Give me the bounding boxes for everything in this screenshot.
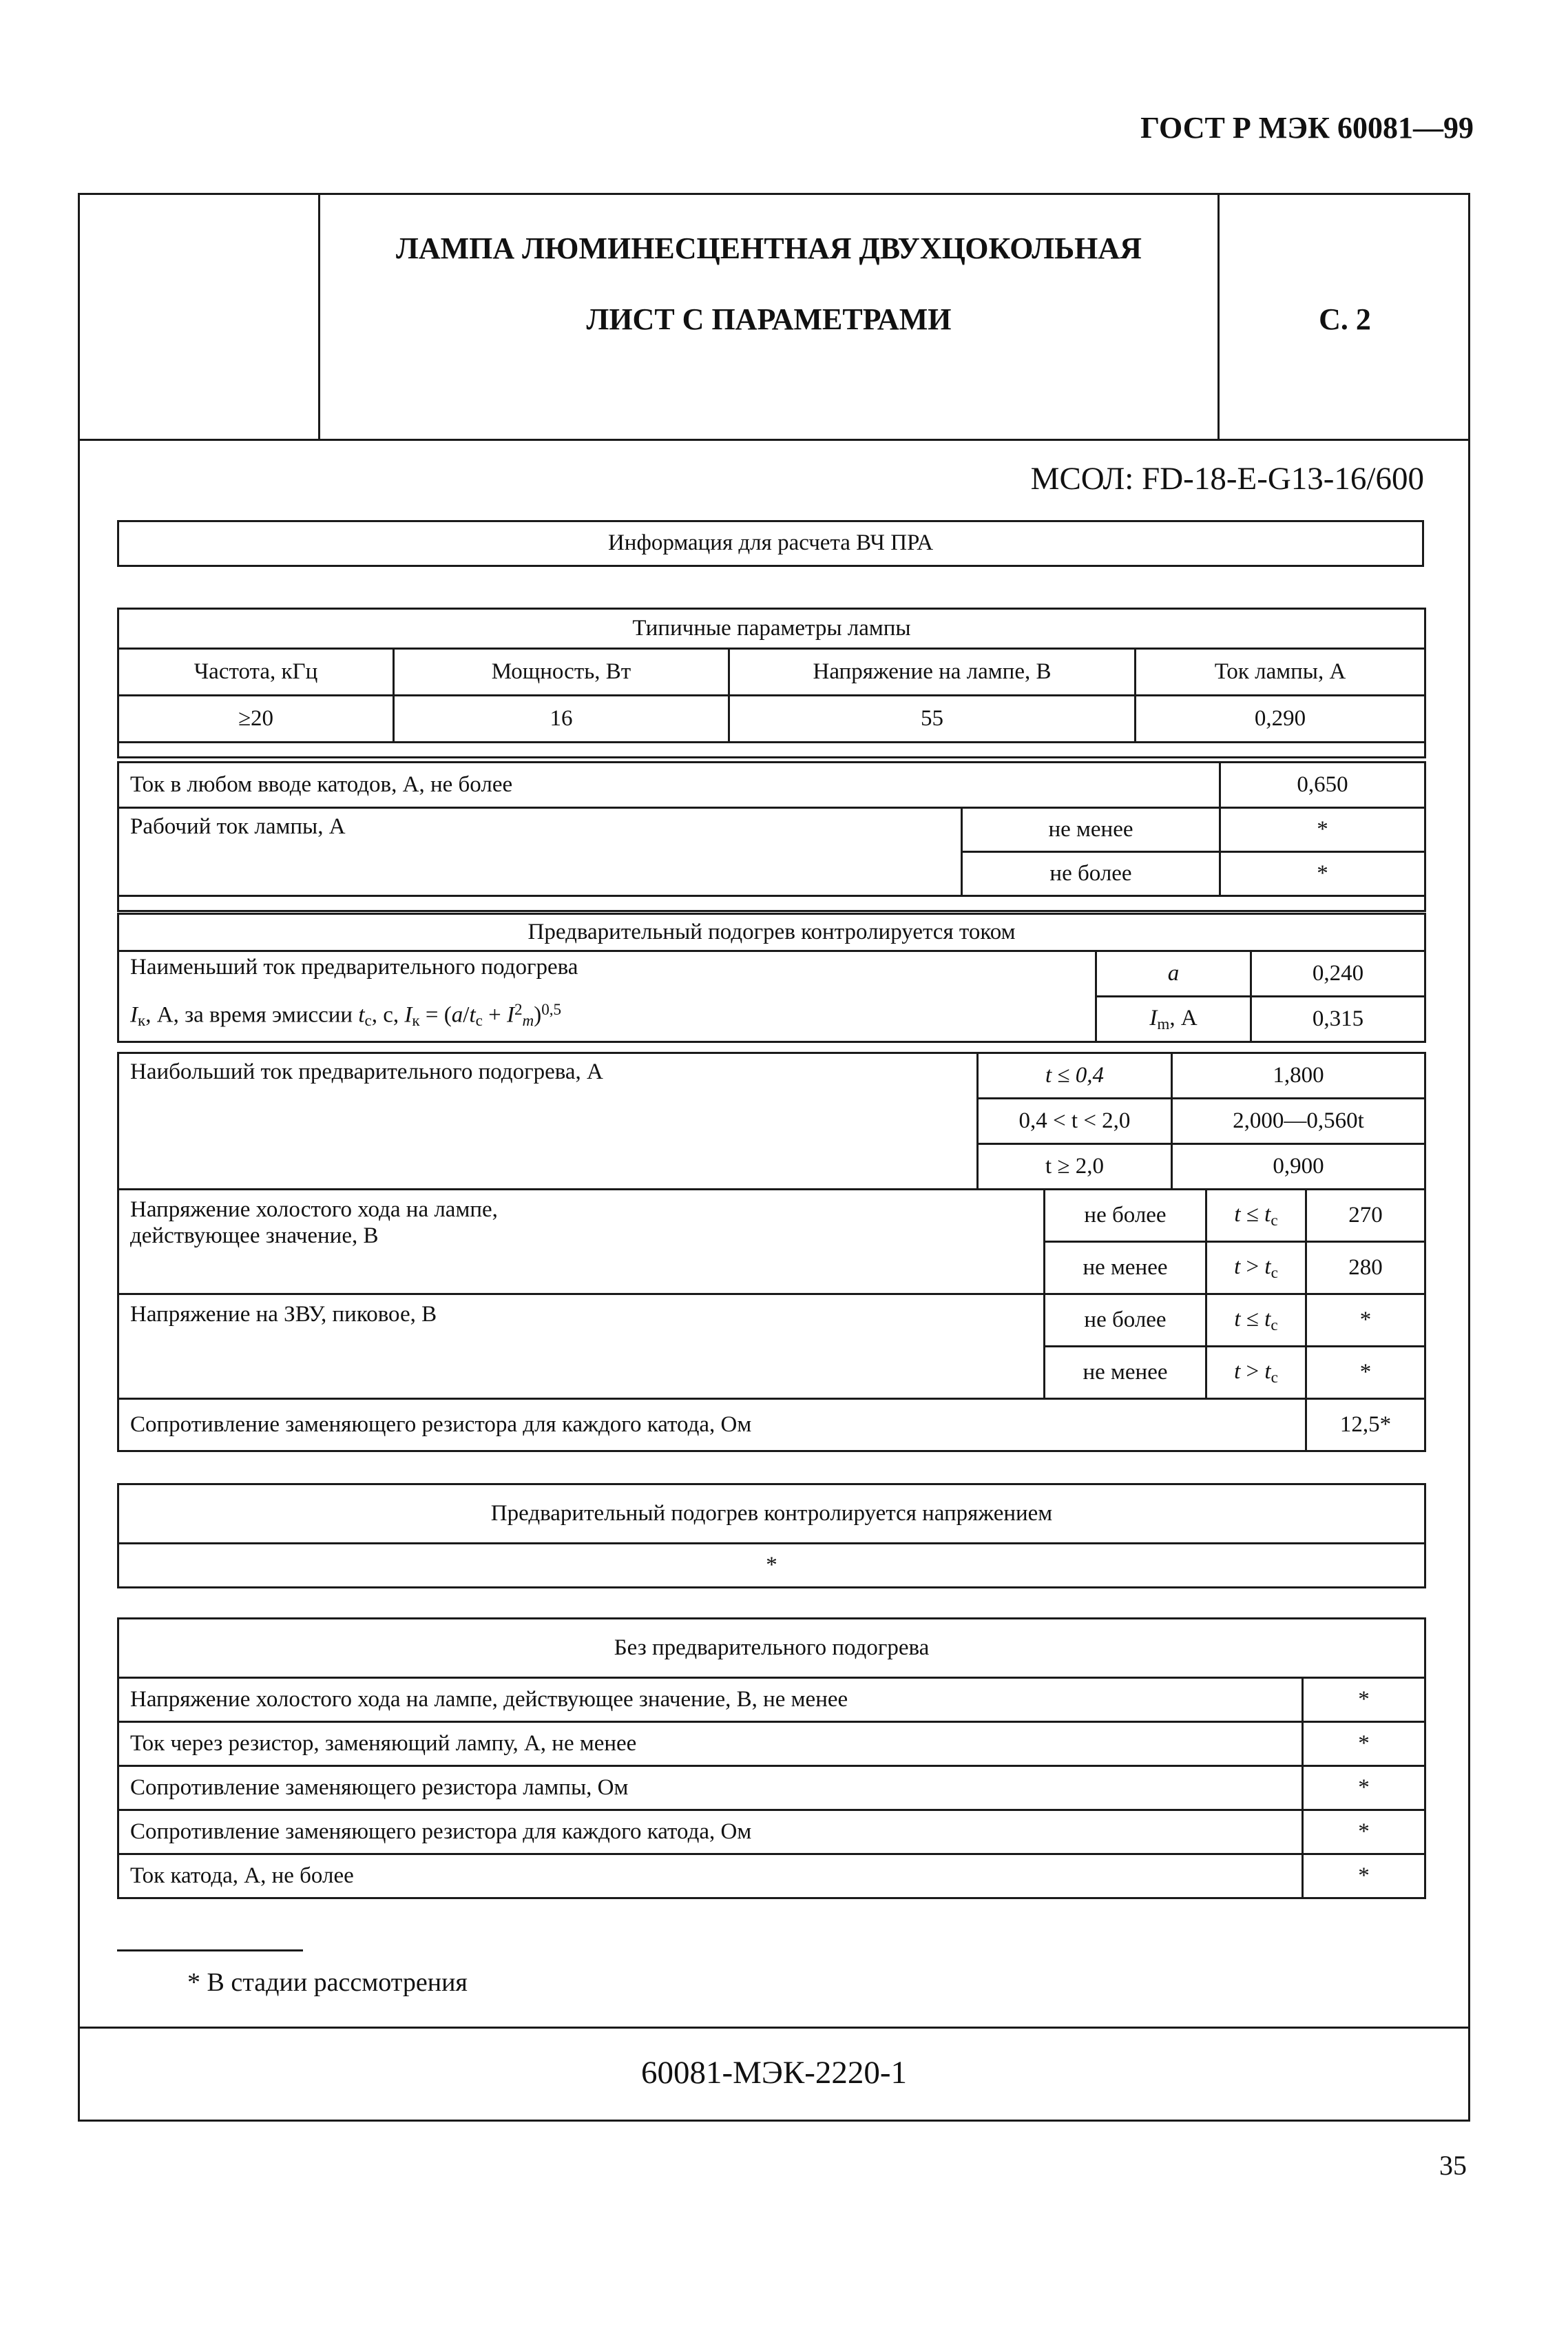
i-symbol: I: [130, 1002, 138, 1028]
page-number: 35: [1439, 2150, 1467, 2181]
no-preheat-value-3: *: [1303, 1766, 1425, 1810]
ignition-cond-2: $t > t_с$: [1206, 1347, 1306, 1399]
current-limits-table: [117, 761, 1426, 912]
page-reference: С. 2: [1319, 302, 1371, 336]
no-preheat-value-2: *: [1303, 1722, 1425, 1766]
ocv-value-2: 280: [1306, 1242, 1425, 1294]
ocv-label-line2: действующее значение, В: [130, 1223, 379, 1248]
max-preheat-value-1: 1,800: [1172, 1053, 1425, 1099]
value-power: 16: [394, 696, 729, 743]
im-label: $I_m$, А: [1096, 997, 1251, 1042]
cathode-current-value: 0,650: [1220, 763, 1425, 808]
no-preheat-label-1: Напряжение холостого хода на лампе, действующее значение, В, не менее: [118, 1678, 1303, 1722]
a-label: a: [1096, 951, 1251, 997]
ignition-cond-1: $t \le t_с$: [1206, 1294, 1306, 1347]
min-preheat-text: , А, за время эмиссии: [145, 1002, 353, 1028]
col-power: Мощность, Вт: [394, 649, 729, 696]
max-preheat-value-2: 2,000—0,560t: [1172, 1099, 1425, 1144]
cathode-current-label: Ток в любом вводе катодов, А, не более: [118, 763, 1220, 808]
ignition-value-1: *: [1306, 1294, 1425, 1347]
ignition-limit-1: не более: [1045, 1294, 1206, 1347]
col-current: Ток лампы, А: [1136, 649, 1425, 696]
max-preheat-value-3: 0,900: [1172, 1144, 1425, 1190]
info-box-label: Информация для расчета ВЧ ПРА: [607, 530, 934, 555]
voltage-limits-table: [117, 1188, 1426, 1452]
voltage-preheat-title: Предварительный подогрев контролируется напряжением: [118, 1484, 1425, 1544]
title-bottom-line: [78, 439, 1470, 441]
no-preheat-table: [117, 1617, 1426, 1899]
voltage-preheat-value: *: [118, 1544, 1425, 1588]
max-preheat-table: [117, 1052, 1426, 1190]
current-preheat-table: [117, 913, 1426, 1043]
min-preheat-label: [118, 951, 1096, 1042]
min-preheat-label-line2: $I_к$, А, за время эмиссии $t_с$, с, $I_к = (a/t_с + I^2_m)^{0,5}$: [130, 1000, 562, 1030]
no-preheat-label-3: Сопротивление заменяющего резистора лампы, Ом: [118, 1766, 1303, 1810]
ocv-cond-2: $t > t_с$: [1206, 1242, 1306, 1294]
ignition-limit-2: не менее: [1045, 1347, 1206, 1399]
ocv-limit-2: не менее: [1045, 1242, 1206, 1294]
spacer-row: [118, 896, 1425, 911]
current-preheat-title: Предварительный подогрев контролируется током: [118, 914, 1425, 951]
working-current-min-value: *: [1220, 808, 1425, 852]
footnote-rule: [117, 1949, 303, 1951]
value-voltage: 55: [729, 696, 1136, 743]
ocv-limit-1: не более: [1045, 1190, 1206, 1242]
max-preheat-cond-3: t ≥ 2,0: [978, 1144, 1172, 1190]
col-voltage: Напряжение на лампе, В: [729, 649, 1136, 696]
max-preheat-label: Наибольший ток предварительного подогрева, А: [118, 1053, 978, 1190]
value-current: 0,290: [1136, 696, 1425, 743]
no-preheat-value-5: *: [1303, 1854, 1425, 1898]
no-preheat-value-1: *: [1303, 1678, 1425, 1722]
lamp-designation: МСОЛ: FD-18-E-G13-16/600: [1030, 461, 1424, 497]
sheet-title: ЛАМПА ЛЮМИНЕСЦЕНТНАЯ ДВУХЦОКОЛЬНАЯ: [396, 231, 1142, 265]
no-preheat-value-4: *: [1303, 1810, 1425, 1854]
no-preheat-label-4: Сопротивление заменяющего резистора для каждого катода, Ом: [118, 1810, 1303, 1854]
working-current-max-label: не более: [962, 852, 1220, 896]
no-preheat-title: Без предварительного подогрева: [118, 1619, 1425, 1678]
ignition-label: Напряжение на ЗВУ, пиковое, В: [118, 1294, 1045, 1399]
voltage-preheat-table: [117, 1483, 1426, 1588]
cathode-resistor-value: 12,5*: [1306, 1399, 1425, 1451]
typical-parameters-table: [117, 608, 1426, 758]
footer-line: [78, 2027, 1470, 2029]
standard-number: ГОСТ Р МЭК 60081—99: [1140, 111, 1474, 145]
no-preheat-label-2: Ток через резистор, заменяющий лампу, А, не менее: [118, 1722, 1303, 1766]
ocv-cond-1: $t \le t_с$: [1206, 1190, 1306, 1242]
min-preheat-label-line1: Наименьший ток предварительного подогрева: [130, 955, 578, 980]
value-frequency: ≥20: [118, 696, 394, 743]
a-value: 0,240: [1251, 951, 1425, 997]
cathode-resistor-label: Сопротивление заменяющего резистора для каждого катода, Ом: [118, 1399, 1306, 1451]
ignition-value-2: *: [1306, 1347, 1425, 1399]
working-current-label: Рабочий ток лампы, А: [118, 808, 962, 896]
sheet-code: 60081-МЭК-2220-1: [640, 2055, 908, 2091]
spacer-row: [118, 743, 1425, 758]
ocv-value-1: 270: [1306, 1190, 1425, 1242]
max-preheat-cond-2: 0,4 < t < 2,0: [978, 1099, 1172, 1144]
ocv-label-line1: Напряжение холостого хода на лампе,: [130, 1197, 498, 1222]
sheet-subtitle: ЛИСТ С ПАРАМЕТРАМИ: [586, 302, 952, 336]
im-value: 0,315: [1251, 997, 1425, 1042]
typical-title: Типичные параметры лампы: [118, 609, 1425, 649]
working-current-min-label: не менее: [962, 808, 1220, 852]
footnote: * В стадии рассмотрения: [187, 1968, 468, 1997]
no-preheat-label-5: Ток катода, А, не более: [118, 1854, 1303, 1898]
col-frequency: Частота, кГц: [118, 649, 394, 696]
info-box: [117, 520, 1424, 567]
working-current-max-value: *: [1220, 852, 1425, 896]
ocv-label: [118, 1190, 1045, 1294]
max-preheat-cond-1: t ≤ 0,4: [978, 1053, 1172, 1099]
